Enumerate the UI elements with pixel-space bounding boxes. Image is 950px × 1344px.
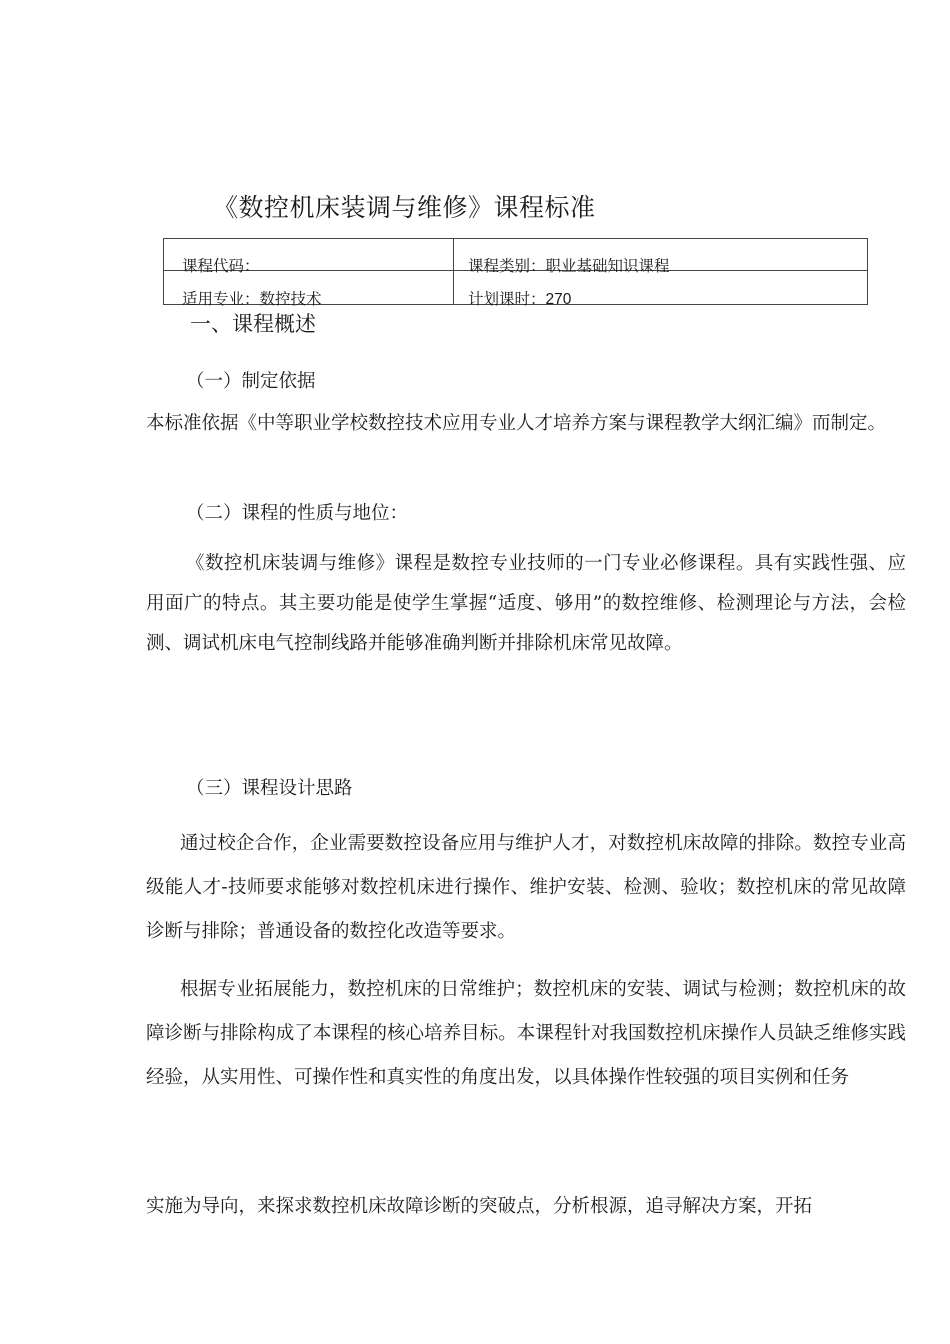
subsection-heading-design: （三）课程设计思路 <box>186 778 353 799</box>
table-divider-vertical <box>453 239 454 304</box>
paragraph-design-2: 根据专业拓展能力，数控机床的日常维护；数控机床的安装、调试与检测；数控机床的故障诊断与排除构成了本课程的核心培养目标。本课程针对我国数控机床操作人员缺乏维修实践经验，从实用性、可操作性和真实性的角度出发，以具体操作性较强的项目实例和任务 <box>146 979 906 1088</box>
paragraph-design-1: 通过校企合作，企业需要数控设备应用与维护人才，对数控机床故障的排除。数控专业高级能人才-技师要求能够对数控机床进行操作、维护安装、检测、验收；数控机床的常见故障诊断与排除；普通设备的数控化改造等要求。 <box>146 833 906 942</box>
subsection-heading-basis: （一）制定依据 <box>186 371 316 392</box>
hours-value: 270 <box>545 291 572 308</box>
document-title: 《数控机床装调与维修》课程标准 <box>213 193 596 222</box>
paragraph-nature: 《数控机床装调与维修》课程是数控专业技师的一门专业必修课程。具有实践性强、应用面广的特点。其主要功能是使学生掌握“适度、够用”的数控维修、检测理论与方法，会检测、调试机床电气控制线路并能够准确判断并排除机床常见故障。 <box>146 553 906 654</box>
course-code-cell: 课程代码： <box>182 257 260 275</box>
paragraph-design-3: 实施为导向，来探求数控机床故障诊断的突破点，分析根源，追寻解决方案，开拓 <box>146 1196 813 1217</box>
section-heading-overview: 一、课程概述 <box>190 312 316 336</box>
subsection-heading-nature: （二）课程的性质与地位： <box>186 503 409 524</box>
major-cell: 适用专业：数控技术 <box>182 290 322 308</box>
hours-cell <box>468 287 571 309</box>
hours-label: 计划课时： <box>468 290 546 308</box>
paragraph-basis: 本标准依据《中等职业学校数控技术应用专业人才培养方案与课程教学大纲汇编》而制定。 <box>146 413 887 434</box>
course-info-table <box>163 238 868 308</box>
course-type-cell: 课程类别：职业基础知识课程 <box>468 257 670 275</box>
